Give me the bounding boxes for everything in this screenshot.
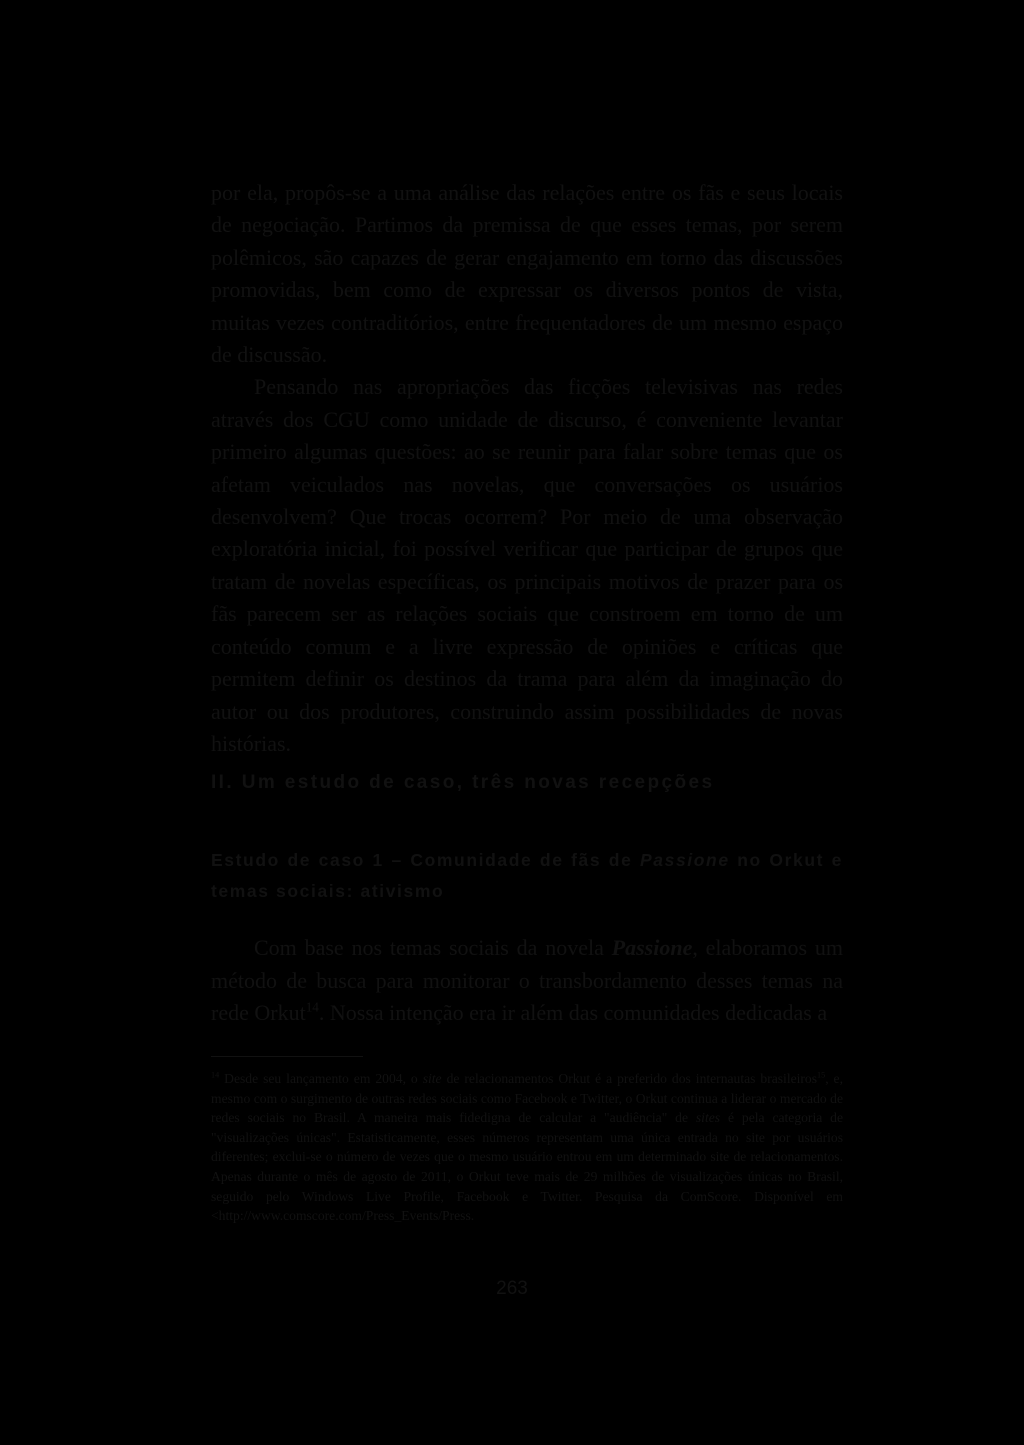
case-study-heading xyxy=(211,845,843,907)
page-number: 263 xyxy=(496,1278,528,1299)
case-study-heading-title: Passione xyxy=(640,850,730,870)
body-text-case-study xyxy=(211,932,843,1030)
body-text-top xyxy=(211,177,843,760)
paragraph-appropriations: Pensando nas apropriações das ficções televisivas nas redes através dos CGU como unidade de discurso, é conveniente levantar primeiro algumas questões: ao se reunir para falar sobre temas que os afetam veiculados nas novelas, que conversações os usuários desenvolvem? Que trocas ocorrem? Por meio de uma observação exploratória inicial, foi possível verificar que participar de grupos que tratam de novelas específicas, os principais motivos de prazer para os fãs parecem ser as relações sociais que constroem em torno de um conteúdo comum e a livre expressão de opiniões e críticas que permitem definir os destinos da trama para além da imaginação do autor ou dos produtores, construindo assim possibilidades de novas histórias. xyxy=(211,374,843,756)
footnote-divider xyxy=(211,1056,363,1057)
paragraph-continuation: por ela, propôs-se a uma análise das relações entre os fãs e seus locais de negociação. Partimos da premissa de que esses temas, por serem polêmicos, são capazes de gerar engajamento em torno das discussões promovidas, bem como de expressar os diversos pontos de vista, muitas vezes contraditórios, entre frequentadores de um mesmo espaço de discussão. xyxy=(211,180,843,368)
footnote-reference[interactable]: 14 xyxy=(305,999,319,1015)
footnote-inner-reference: 15 xyxy=(817,1070,826,1080)
novel-title: Passione xyxy=(611,935,693,960)
footnote-text-3: , e, mesmo com o surgimento de outras redes sociais como Facebook e Twitter, o Orkut continua a liderar o mercado de redes sociais no Brasil. A maneira mais fidedigna de calcular a "audiência" de xyxy=(211,1071,843,1126)
footnote-text-4: é pela categoria de "visualizações únicas". Estatisticamente, esses números representam uma única entrada no site por usuários diferentes; exclui-se o número de vezes que o mesmo usuário entrou em um determinado site de relacionamentos. Apenas durante o mês de agosto de 2011, o Orkut teve mais de 29 milhões de visualizações únicas no Brasil, seguido pelo Windows Live Profile, Facebook e Twitter. Pesquisa da ComScore. Disponível em <http://www.comscore.com/Press_Events/Press. xyxy=(211,1110,843,1224)
case-study-heading-prefix: Estudo de caso 1 – Comunidade de fãs de xyxy=(211,850,641,870)
footnote xyxy=(211,1069,843,1226)
section-heading: II. Um estudo de caso, três novas recepções xyxy=(211,772,715,793)
footnote-text-2: de relacionamentos Orkut é a preferido dos internautas brasileiros xyxy=(441,1071,818,1086)
footnote-sites-word: sites xyxy=(695,1110,721,1126)
case-text-middle: , elaboramos um método de busca para monitorar o transbordamento desses temas na rede Orkut xyxy=(211,935,843,1026)
case-text-after: . Nossa intenção era ir além das comunidades dedicadas a xyxy=(318,1000,828,1026)
case-text-before: Com base nos temas sociais da novela xyxy=(254,935,612,960)
case-study-heading-suffix: no Orkut e temas sociais: ativismo xyxy=(211,850,843,901)
footnote-number: 14 xyxy=(211,1070,220,1080)
paragraph-case-study xyxy=(211,932,843,1030)
footnote-site-word: site xyxy=(422,1071,442,1086)
footnote-text-1: Desde seu lançamento em 2004, o xyxy=(219,1071,423,1086)
